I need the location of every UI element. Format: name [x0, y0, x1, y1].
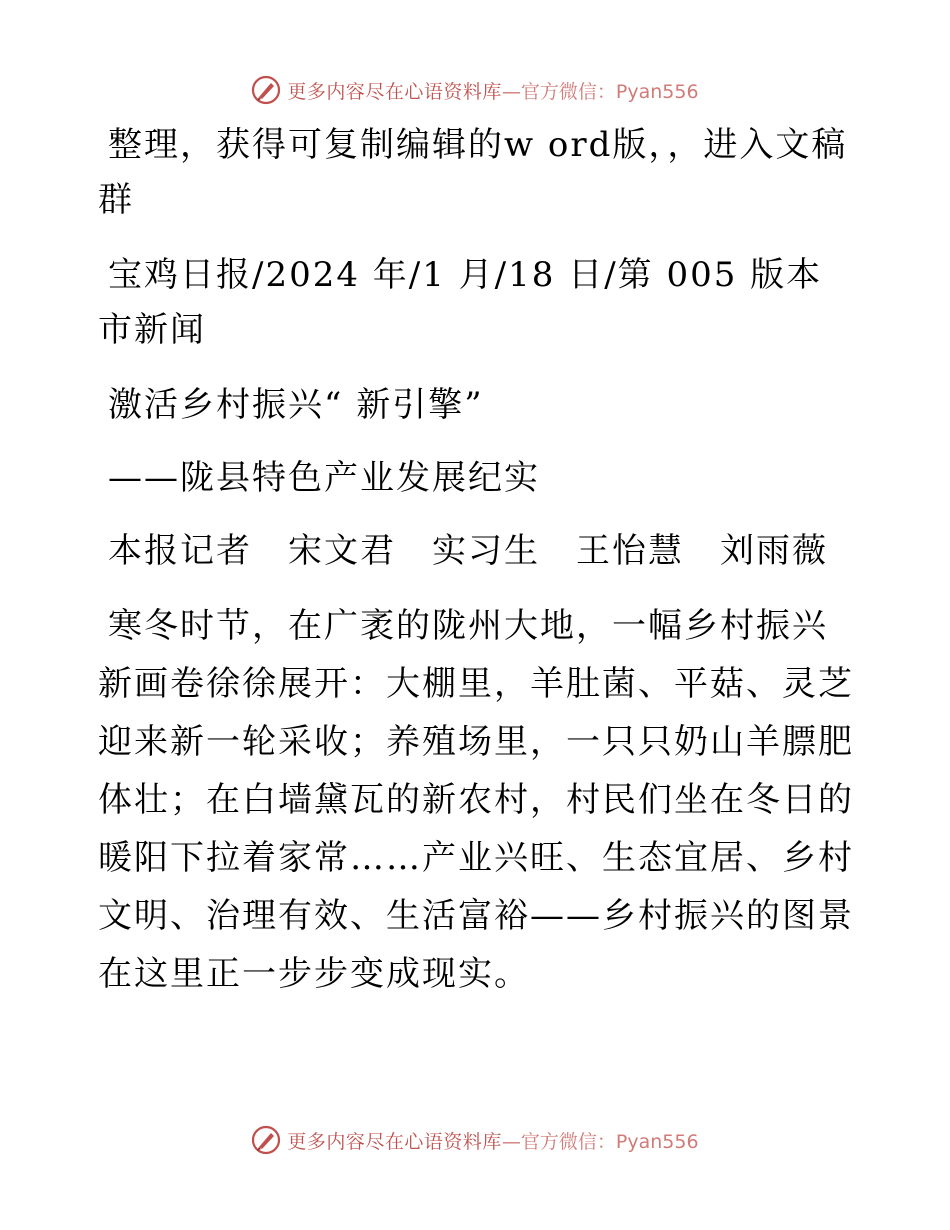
watermark-text: 更多内容尽在心语资料库 [287, 1130, 502, 1153]
footer-watermark [0, 1120, 950, 1160]
article-title: 激活乡村振兴“ 新引擎” [108, 385, 484, 425]
watermark-contact: —官方微信：Pyan556 [501, 1130, 699, 1153]
intro-line: 整理，获得可复制编辑的w ord版，，进入文稿群 [98, 125, 848, 220]
pen-logo-icon [251, 1125, 281, 1155]
article-byline: 本报记者 宋文君 实习生 王怡慧 刘雨薇 [108, 531, 828, 571]
article-paragraph: 寒冬时节，在广袤的陇州大地，一幅乡村振兴新画卷徐徐展开：大棚里，羊肚菌、平菇、灵芝迎来新一轮采收；养殖场里，一只只奶山羊膘肥体壮；在白墙黛瓦的新农村，村民们坐在冬日的暖阳下拉着家常……产业兴旺、生态宜居、乡村文明、治理有效、生活富裕——乡村振兴的图景在这里正一步步变成现实。 [98, 606, 854, 994]
article-subtitle: ——陇县特色产业发展纪实 [108, 458, 540, 498]
document-body [98, 118, 858, 1003]
pen-logo-icon [251, 75, 281, 105]
watermark-contact: —官方微信：Pyan556 [501, 80, 699, 103]
watermark-text: 更多内容尽在心语资料库 [287, 80, 502, 103]
source-line: 宝鸡日报/2024 年/1 月/18 日/第 005 版本市新闻 [98, 255, 823, 350]
header-watermark [0, 70, 950, 110]
